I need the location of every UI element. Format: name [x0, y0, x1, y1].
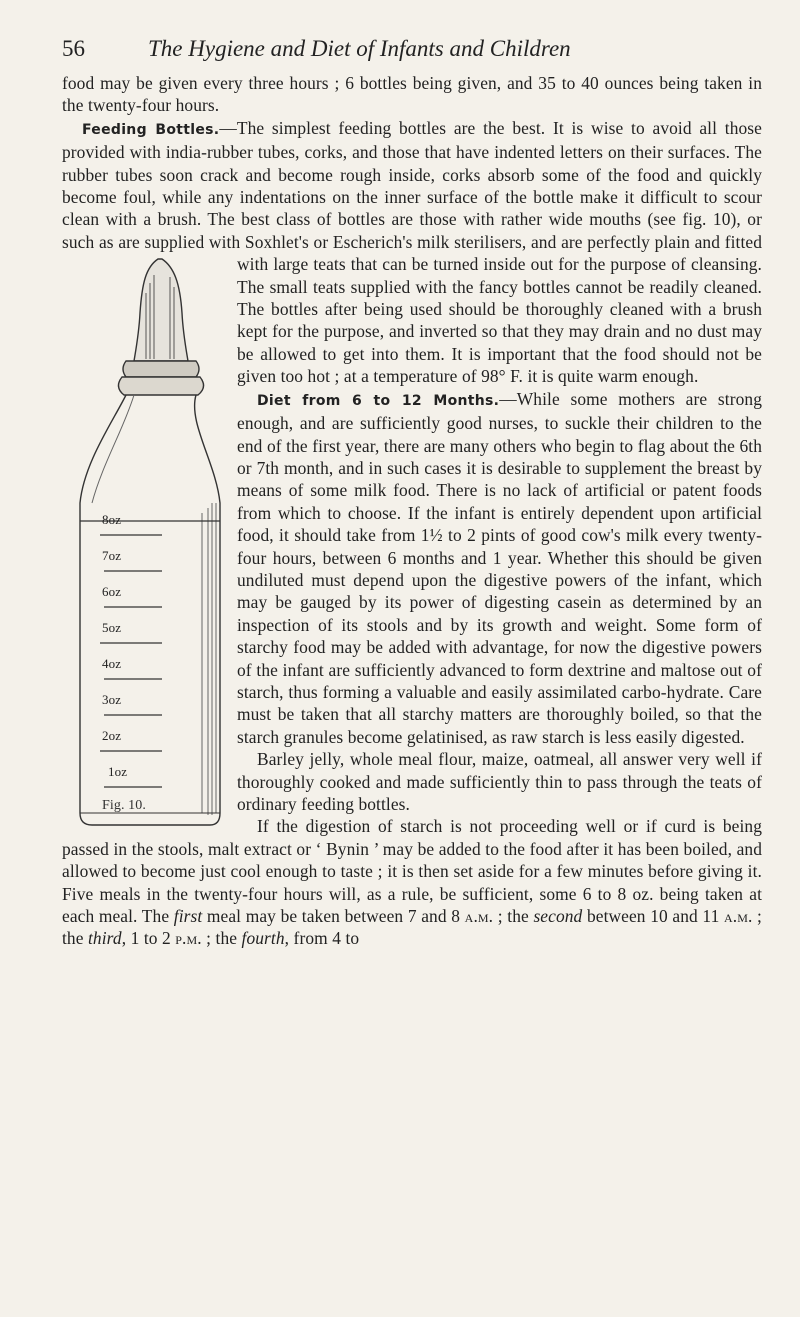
scale-label-5oz: 5oz	[102, 620, 122, 636]
scale-label-2oz: 2oz	[102, 728, 122, 744]
paragraph-2-text-continued: The small teats supplied with the fancy bottles cannot be readily cleaned. The bottles after being used should be thoroughly cleaned with a brush kept for the purpose, and inverted so that they may drain and no dust may be allowed to get into them. It is important that the food should not be given too hot ; at a temperature of 98° F. it is quite warm enough.	[237, 276, 762, 387]
paragraph-2-text: —The simplest feeding bottles are the best. It is wise to avoid all those provided with india-rubber tubes, corks, and those that have indented letters on their surfaces. The rubber tubes soon crack and become rough inside, corks absorb some of the food and quickly become foul, while any indentations on the inner surface of the bottle make it difficult to scour clean with a brush. The best class of bottles are those with rather wide mouths (see fig. 10), or such as are supplied with Soxhlet's or Escherich's milk sterilisers, and are perfectly plain and fitted with large teats that can be turned inside out for the purpose of cleansing.	[62, 117, 762, 275]
paragraph-5-text-h: , from 4 to	[284, 928, 360, 949]
body-text	[62, 72, 762, 950]
section-heading-diet: Diet from 6 to 12 Months.	[257, 392, 500, 409]
paragraph-5-text-b: meal may be taken between 7 and 8	[202, 906, 465, 927]
paragraph-1: food may be given every three hours ; 6 bottles being given, and 35 to 40 ounces being taken in the twenty-four hours.	[62, 73, 762, 116]
emph-third: third	[88, 928, 122, 949]
scale-label-1oz: 1oz	[108, 764, 128, 780]
time-am-2: a.m.	[724, 906, 753, 927]
scale-label-7oz: 7oz	[102, 548, 122, 564]
scale-label-4oz: 4oz	[102, 656, 122, 672]
paragraph-5-text-d: between 10 and 11	[582, 906, 724, 927]
paragraph-4: Barley jelly, whole meal flour, maize, oatmeal, all answer very well if thoroughly cooked and made sufficiently thin to pass through the teats of ordinary feeding bottles.	[237, 749, 762, 814]
paragraph-5-text-a: If the digestion of starch is not proceeding well or if curd is being passed in the stools, malt extract or ‘ Bynin ’ may be added to the food after it has been boiled, and allowed to become just cool enough to taste ; it is then set aside for a few minutes before giving it. Five meals in the twenty-four hours will, as a rule, be sufficient, some 6 to 8 oz. being taken at each meal. The	[62, 816, 762, 927]
paragraph-5-text-e: ; the	[62, 906, 762, 949]
time-am-1: a.m.	[464, 906, 494, 927]
running-title: The Hygiene and Diet of Infants and Children	[148, 36, 571, 61]
scale-label-6oz: 6oz	[102, 584, 122, 600]
emph-second: second	[533, 906, 583, 927]
section-heading-feeding-bottles: Feeding Bottles.	[82, 121, 220, 138]
emph-first: first	[173, 906, 203, 927]
time-pm-1: p.m.	[175, 928, 202, 949]
scale-label-8oz: 8oz	[102, 512, 122, 528]
figure-feeding-bottle	[62, 253, 227, 826]
paragraph-5-text-c: ; the	[493, 906, 534, 927]
paragraph-5	[62, 815, 762, 949]
emph-fourth: fourth	[241, 928, 285, 949]
paragraph-3-text: —While some mothers are strong enough, and are sufficiently good nurses, to suckle their children to the end of the first year, there are many others who begin to flag about the 6th or 7th month, and in such cases it is desirable to supplement the breast by means of some milk food. There is no lack of artificial or patent foods from which to choose. If the infant is entirely dependent upon artificial food, it should take from 1½ to 2 pints of good cow's milk every twenty-four hours, between 6 months and 1 year. Whether this should be given undiluted must depend upon the digestive powers of the infant, which may be gauged by its power of digesting casein as determined by an inspection of its stools and by its growth and weight. Some form of starchy food may be added with advantage, for now the digestive powers of the infant are sufficiently advanced to form dextrine and maltose out of starch, thus forming a valuable and easily assimilated carbo-hydrate. Care must be taken that all starchy matters are thoroughly boiled, so that the starch granules become gelatinised, as raw starch is less easily digested.	[237, 388, 762, 747]
figure-caption: Fig. 10.	[102, 798, 146, 814]
paragraph-5-text-g: ; the	[201, 928, 242, 949]
scale-label-3oz: 3oz	[102, 692, 122, 708]
paragraph-5-text-f: , 1 to 2	[121, 928, 176, 949]
page-number: 56	[62, 36, 85, 61]
